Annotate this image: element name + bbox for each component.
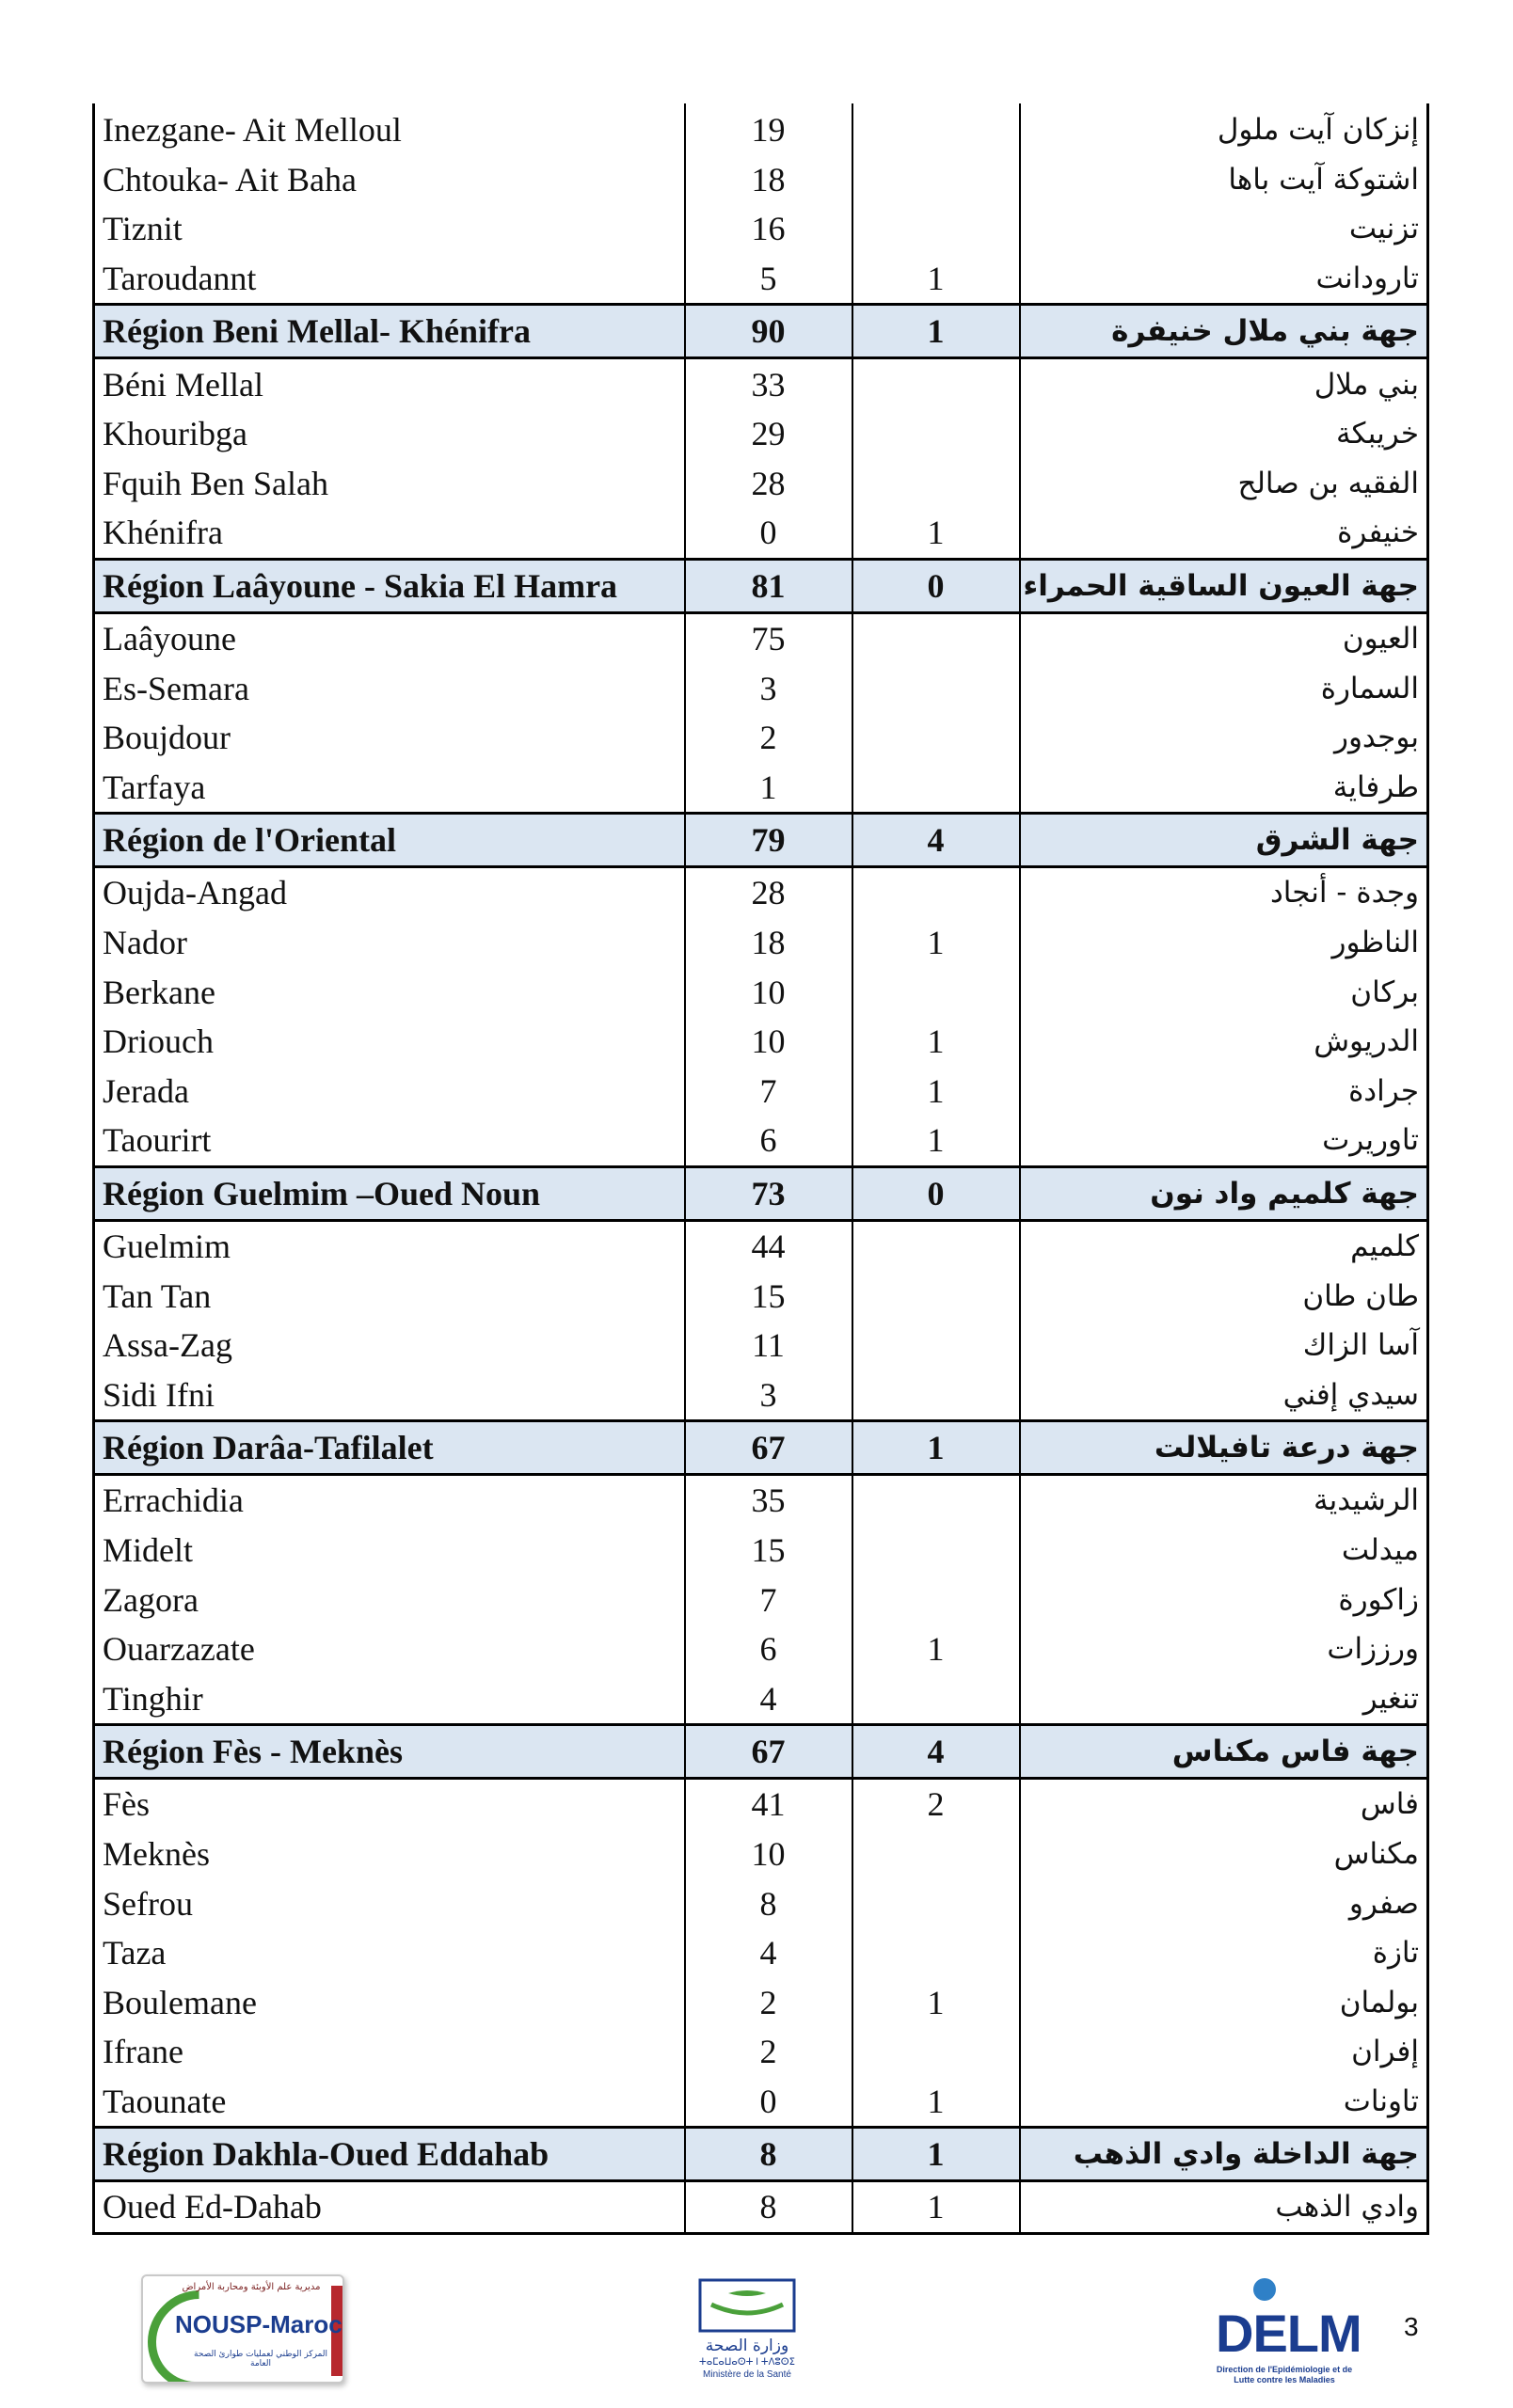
region-row	[94, 305, 1428, 358]
province-row	[94, 155, 1428, 205]
province-name-ar: جرادة	[1020, 1067, 1428, 1117]
deaths-count: 4	[852, 814, 1020, 867]
cases-count: 2	[685, 2027, 852, 2077]
province-name-fr: Midelt	[94, 1526, 685, 1576]
cases-count: 0	[685, 2077, 852, 2128]
cases-count: 0	[685, 508, 852, 559]
province-row	[94, 2181, 1428, 2234]
province-row	[94, 204, 1428, 254]
cases-count: 44	[685, 1220, 852, 1271]
province-name-ar: تزنيت	[1020, 204, 1428, 254]
deaths-count: 1	[852, 305, 1020, 358]
region-name-fr: Région Guelmim –Oued Noun	[94, 1166, 685, 1220]
province-name-ar: تارودانت	[1020, 254, 1428, 305]
cases-count: 1	[685, 763, 852, 814]
deaths-count	[852, 155, 1020, 205]
deaths-count	[852, 1830, 1020, 1879]
province-name-ar: ميدلت	[1020, 1526, 1428, 1576]
deaths-count	[852, 612, 1020, 663]
deaths-count	[852, 358, 1020, 409]
ministry-arabic: وزارة الصحة	[705, 2337, 789, 2355]
province-name-fr: Berkane	[94, 967, 685, 1017]
cases-count: 10	[685, 967, 852, 1017]
ministry-emblem-icon	[691, 2276, 804, 2335]
region-name-ar: جهة بني ملال خنيفرة	[1020, 305, 1428, 358]
region-name-fr: Région Dakhla-Oued Eddahab	[94, 2128, 685, 2181]
cases-count: 3	[685, 1370, 852, 1420]
province-row	[94, 2027, 1428, 2077]
delm-word: DELM	[1216, 2304, 1362, 2363]
nousp-bottom-text: المركز الوطني لعمليات طوارئ الصحة العامة	[194, 2350, 327, 2368]
cases-count: 29	[685, 409, 852, 459]
province-name-ar: ورززات	[1020, 1624, 1428, 1674]
delm-person-icon	[1253, 2278, 1276, 2301]
province-name-fr: Ouarzazate	[94, 1624, 685, 1674]
cases-count: 19	[685, 103, 852, 155]
province-name-fr: Errachidia	[94, 1475, 685, 1526]
province-name-fr: Taounate	[94, 2077, 685, 2128]
province-name-ar: بركان	[1020, 967, 1428, 1017]
province-name-fr: Tarfaya	[94, 763, 685, 814]
province-name-fr: Taourirt	[94, 1116, 685, 1166]
province-row	[94, 967, 1428, 1017]
province-name-fr: Driouch	[94, 1017, 685, 1067]
province-row	[94, 612, 1428, 663]
province-name-fr: Boujdour	[94, 713, 685, 763]
deaths-count: 2	[852, 1779, 1020, 1830]
cases-count: 10	[685, 1830, 852, 1879]
deaths-count: 1	[852, 1624, 1020, 1674]
province-row	[94, 103, 1428, 155]
province-row	[94, 1928, 1428, 1978]
deaths-count	[852, 867, 1020, 918]
province-row	[94, 2077, 1428, 2128]
province-row	[94, 1116, 1428, 1166]
cases-count: 67	[685, 1725, 852, 1779]
province-row	[94, 1878, 1428, 1928]
province-row	[94, 1017, 1428, 1067]
province-name-fr: Guelmim	[94, 1220, 685, 1271]
province-name-fr: Khouribga	[94, 409, 685, 459]
deaths-count	[852, 1271, 1020, 1321]
province-row	[94, 1624, 1428, 1674]
province-name-ar: إفران	[1020, 2027, 1428, 2077]
cases-count: 81	[685, 559, 852, 612]
cases-count: 35	[685, 1475, 852, 1526]
cases-count: 2	[685, 713, 852, 763]
deaths-count: 1	[852, 1067, 1020, 1117]
province-name-ar: وجدة - أنجاد	[1020, 867, 1428, 918]
ministry-tifinagh: ⵜⴰⵎⴰⵡⴰⵙⵜ ⵏ ⵜⴷⵓⵙⵉ	[699, 2357, 795, 2368]
province-row	[94, 358, 1428, 409]
deaths-count	[852, 1220, 1020, 1271]
province-row	[94, 918, 1428, 968]
province-name-fr: Es-Semara	[94, 663, 685, 713]
cases-count: 6	[685, 1624, 852, 1674]
province-row	[94, 1321, 1428, 1370]
cases-count: 7	[685, 1067, 852, 1117]
province-row	[94, 1370, 1428, 1420]
region-name-ar: جهة الشرق	[1020, 814, 1428, 867]
cases-count: 41	[685, 1779, 852, 1830]
region-name-fr: Région de l'Oriental	[94, 814, 685, 867]
province-name-ar: تازة	[1020, 1928, 1428, 1978]
deaths-count	[852, 1526, 1020, 1576]
province-name-fr: Oujda-Angad	[94, 867, 685, 918]
province-row	[94, 508, 1428, 559]
province-name-fr: Khénifra	[94, 508, 685, 559]
province-name-ar: سيدي إفني	[1020, 1370, 1428, 1420]
province-name-ar: طرفاية	[1020, 763, 1428, 814]
province-row	[94, 1779, 1428, 1830]
region-name-ar: جهة فاس مكناس	[1020, 1725, 1428, 1779]
cases-count: 4	[685, 1928, 852, 1978]
deaths-count	[852, 2027, 1020, 2077]
deaths-count: 1	[852, 2077, 1020, 2128]
region-row	[94, 1421, 1428, 1475]
province-name-fr: Tiznit	[94, 204, 685, 254]
province-name-fr: Taza	[94, 1928, 685, 1978]
province-name-fr: Boulemane	[94, 1977, 685, 2027]
deaths-count: 1	[852, 1017, 1020, 1067]
deaths-count: 4	[852, 1725, 1020, 1779]
province-row	[94, 1271, 1428, 1321]
province-name-ar: اشتوكة آيت باها	[1020, 155, 1428, 205]
province-row	[94, 409, 1428, 459]
ministry-logo	[681, 2276, 813, 2382]
nousp-top-text: مديرية علم الأوبئة ومحاربة الأمراض	[182, 2282, 321, 2292]
region-name-ar: جهة كلميم واد نون	[1020, 1166, 1428, 1220]
province-name-ar: بني ملال	[1020, 358, 1428, 409]
region-name-ar: جهة الداخلة وادي الذهب	[1020, 2128, 1428, 2181]
province-row	[94, 1977, 1428, 2027]
province-name-fr: Inezgane- Ait Melloul	[94, 103, 685, 155]
province-name-ar: بولمان	[1020, 1977, 1428, 2027]
cases-count: 73	[685, 1166, 852, 1220]
province-name-ar: تاونات	[1020, 2077, 1428, 2128]
province-name-fr: Laâyoune	[94, 612, 685, 663]
cases-table	[92, 103, 1429, 2235]
province-name-ar: بوجدور	[1020, 713, 1428, 763]
deaths-count: 1	[852, 918, 1020, 968]
region-name-ar: جهة درعة تافيلالت	[1020, 1421, 1428, 1475]
province-name-fr: Béni Mellal	[94, 358, 685, 409]
deaths-count: 1	[852, 2128, 1020, 2181]
deaths-count: 0	[852, 1166, 1020, 1220]
deaths-count: 0	[852, 559, 1020, 612]
deaths-count: 1	[852, 2181, 1020, 2234]
province-name-fr: Fquih Ben Salah	[94, 459, 685, 509]
cases-count: 11	[685, 1321, 852, 1370]
province-name-fr: Sidi Ifni	[94, 1370, 685, 1420]
region-row	[94, 814, 1428, 867]
province-name-ar: العيون	[1020, 612, 1428, 663]
province-name-ar: الرشيدية	[1020, 1475, 1428, 1526]
region-name-ar: جهة العيون الساقية الحمراء	[1020, 559, 1428, 612]
province-name-ar: خريبكة	[1020, 409, 1428, 459]
province-row	[94, 1830, 1428, 1879]
deaths-count	[852, 763, 1020, 814]
province-row	[94, 1067, 1428, 1117]
province-name-fr: Tinghir	[94, 1673, 685, 1724]
province-name-ar: وادي الذهب	[1020, 2181, 1428, 2234]
province-name-ar: الدريوش	[1020, 1017, 1428, 1067]
province-row	[94, 254, 1428, 305]
province-row	[94, 763, 1428, 814]
deaths-count	[852, 409, 1020, 459]
deaths-count	[852, 1673, 1020, 1724]
cases-count: 8	[685, 1878, 852, 1928]
cases-count: 33	[685, 358, 852, 409]
province-row	[94, 1575, 1428, 1624]
cases-count: 28	[685, 867, 852, 918]
cases-count: 28	[685, 459, 852, 509]
cases-count: 15	[685, 1526, 852, 1576]
cases-count: 3	[685, 663, 852, 713]
deaths-count	[852, 713, 1020, 763]
cases-count: 15	[685, 1271, 852, 1321]
nousp-logo	[141, 2274, 344, 2384]
cases-count: 2	[685, 1977, 852, 2027]
deaths-count	[852, 204, 1020, 254]
province-name-ar: طان طان	[1020, 1271, 1428, 1321]
cases-count: 79	[685, 814, 852, 867]
province-name-fr: Nador	[94, 918, 685, 968]
province-row	[94, 1526, 1428, 1576]
province-name-ar: آسا الزاك	[1020, 1321, 1428, 1370]
region-row	[94, 2128, 1428, 2181]
deaths-count	[852, 1321, 1020, 1370]
province-name-ar: الناظور	[1020, 918, 1428, 968]
cases-count: 90	[685, 305, 852, 358]
deaths-count	[852, 103, 1020, 155]
province-name-fr: Chtouka- Ait Baha	[94, 155, 685, 205]
deaths-count	[852, 1575, 1020, 1624]
region-name-fr: Région Beni Mellal- Khénifra	[94, 305, 685, 358]
province-row	[94, 867, 1428, 918]
deaths-count: 1	[852, 1977, 1020, 2027]
cases-count: 7	[685, 1575, 852, 1624]
cases-count: 10	[685, 1017, 852, 1067]
ministry-french: Ministère de la Santé	[703, 2369, 791, 2380]
deaths-count: 1	[852, 1421, 1020, 1475]
cases-count: 4	[685, 1673, 852, 1724]
cases-count: 8	[685, 2128, 852, 2181]
cases-count: 5	[685, 254, 852, 305]
province-name-ar: زاكورة	[1020, 1575, 1428, 1624]
province-name-ar: صفرو	[1020, 1878, 1428, 1928]
province-row	[94, 713, 1428, 763]
province-name-fr: Tan Tan	[94, 1271, 685, 1321]
region-row	[94, 1166, 1428, 1220]
province-name-fr: Ifrane	[94, 2027, 685, 2077]
deaths-count: 1	[852, 508, 1020, 559]
province-name-fr: Meknès	[94, 1830, 685, 1879]
deaths-count	[852, 663, 1020, 713]
province-name-fr: Oued Ed-Dahab	[94, 2181, 685, 2234]
province-row	[94, 459, 1428, 509]
province-name-ar: تنغير	[1020, 1673, 1428, 1724]
cases-count: 18	[685, 155, 852, 205]
region-name-fr: Région Darâa-Tafilalet	[94, 1421, 685, 1475]
province-row	[94, 1220, 1428, 1271]
delm-logo	[1214, 2274, 1362, 2385]
deaths-count	[852, 1878, 1020, 1928]
province-name-fr: Jerada	[94, 1067, 685, 1117]
province-name-ar: الفقيه بن صالح	[1020, 459, 1428, 509]
deaths-count: 1	[852, 254, 1020, 305]
province-name-fr: Zagora	[94, 1575, 685, 1624]
province-name-ar: إنزكان آيت ملول	[1020, 103, 1428, 155]
province-name-fr: Sefrou	[94, 1878, 685, 1928]
nousp-name: NOUSP-Maroc	[175, 2310, 342, 2338]
deaths-count	[852, 967, 1020, 1017]
region-row	[94, 1725, 1428, 1779]
region-name-fr: Région Fès - Meknès	[94, 1725, 685, 1779]
province-name-ar: فاس	[1020, 1779, 1428, 1830]
province-row	[94, 1475, 1428, 1526]
cases-count: 6	[685, 1116, 852, 1166]
province-name-fr: Taroudannt	[94, 254, 685, 305]
delm-subtitle: Direction de l'Epidémiologie et de Lutte contre les Maladies	[1216, 2365, 1353, 2384]
province-name-ar: تاوريرت	[1020, 1116, 1428, 1166]
deaths-count	[852, 459, 1020, 509]
province-name-ar: مكناس	[1020, 1830, 1428, 1879]
province-row	[94, 1673, 1428, 1724]
cases-count: 16	[685, 204, 852, 254]
cases-count: 18	[685, 918, 852, 968]
deaths-count: 1	[852, 1116, 1020, 1166]
cases-count: 67	[685, 1421, 852, 1475]
province-name-ar: كلميم	[1020, 1220, 1428, 1271]
cases-count: 8	[685, 2181, 852, 2234]
province-name-fr: Assa-Zag	[94, 1321, 685, 1370]
province-row	[94, 663, 1428, 713]
page-number: 3	[1404, 2312, 1419, 2341]
region-name-fr: Région Laâyoune - Sakia El Hamra	[94, 559, 685, 612]
cases-count: 75	[685, 612, 852, 663]
deaths-count	[852, 1475, 1020, 1526]
province-name-ar: خنيفرة	[1020, 508, 1428, 559]
region-row	[94, 559, 1428, 612]
province-name-fr: Fès	[94, 1779, 685, 1830]
deaths-count	[852, 1928, 1020, 1978]
province-name-ar: السمارة	[1020, 663, 1428, 713]
deaths-count	[852, 1370, 1020, 1420]
